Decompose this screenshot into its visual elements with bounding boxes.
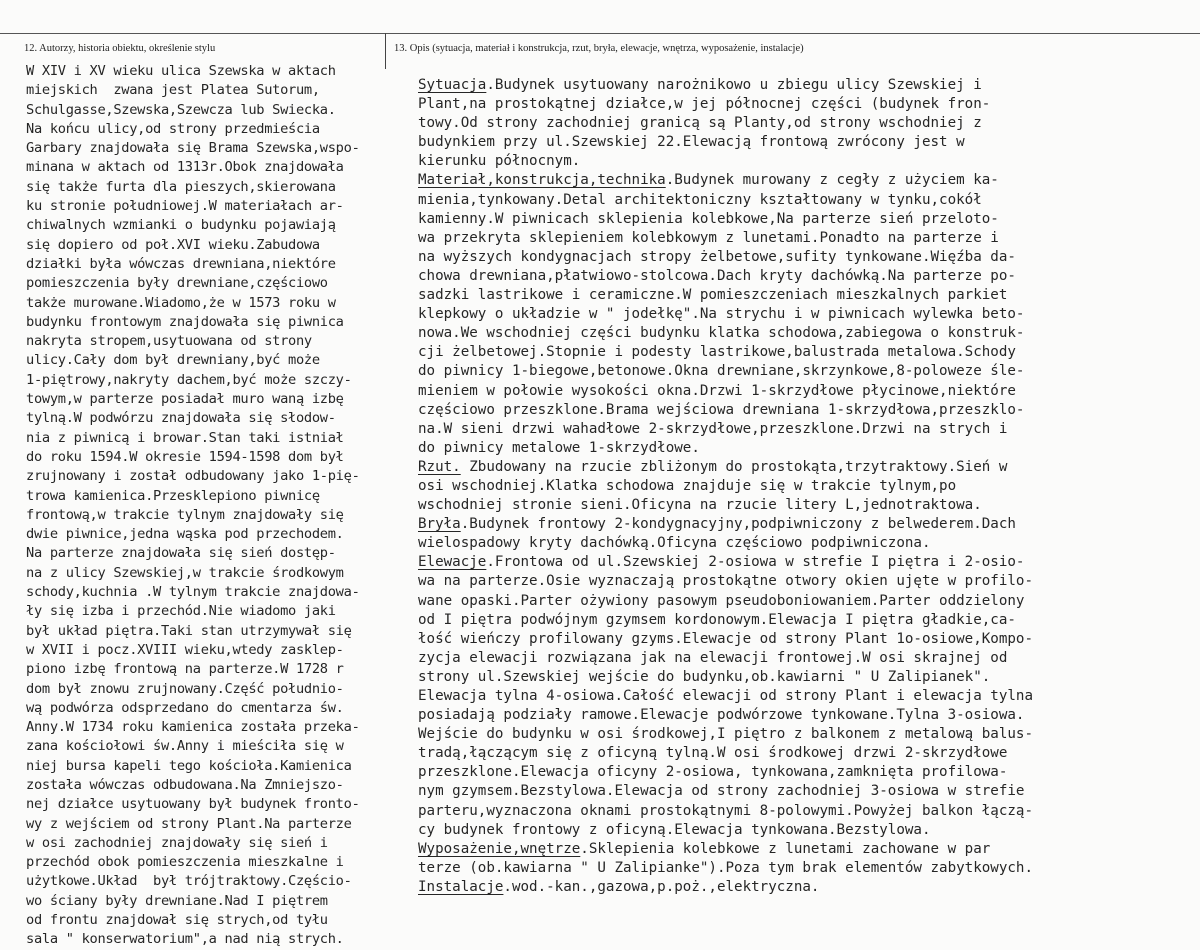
history-text-line: sala " konserwatorium",a nad nią strych.: [26, 931, 344, 948]
description-text-segment: .Budynek frontowy 2-kondygnacyjny,podpiwniczony z belwederem.Dach: [460, 516, 1016, 533]
description-text-line: [418, 706, 1158, 725]
history-text-line: schody,kuchnia .W tylnym trakcie znajdowa-: [26, 584, 360, 601]
history-text-line: tylną.W podwórzu znajdowała się słodow-: [26, 410, 336, 427]
description-text-segment: wa na parterze.Osie wyznaczają prostokątne otwory okien ujęte w profilo-: [418, 573, 1033, 590]
section-12-title: 12. Autorzy, historia obiektu, określenie stylu: [24, 43, 216, 54]
description-text-segment: wa przekryta sklepieniem kolebkowym z lunetami.Ponadto na parterze i: [418, 229, 999, 246]
description-text-line: [418, 362, 1158, 381]
description-text-segment: do piwnicy 1-biegowe,betonowe.Okna drewniane,skrzynkowe,8-poloweze śle-: [418, 363, 1025, 380]
description-text-line: [418, 687, 1158, 706]
description-text-line: [418, 668, 1158, 687]
description-text-line: [418, 534, 1158, 553]
description-text-line: [418, 611, 1158, 630]
description-text-segment: do piwnicy metalowe 1-skrzydłowe.: [418, 439, 700, 456]
history-text-line: zana kościołowi św.Anny i mieściła się w: [26, 738, 344, 755]
section-heading: Wyposażenie,wnętrze: [418, 840, 581, 857]
description-text-line: [418, 382, 1158, 401]
description-text-segment: klepkowy o układzie w " jodełkę".Na strychu i w piwnicach wylewka beto-: [418, 306, 1025, 323]
description-text-line: [418, 401, 1158, 420]
description-text-line: [418, 133, 1158, 152]
description-text-segment: zycja elewacji rozwiązana jak na elewacji frontowej.W osi skrajnej od: [418, 649, 1008, 666]
description-text-segment: wane opaski.Parter ożywiony pasowym pseudoboniowaniem.Parter oddzielony: [418, 592, 1025, 609]
history-text-line: nia z piwnicą i browar.Stan taki istniał: [26, 429, 344, 446]
section-heading: Instalacje: [418, 878, 504, 895]
description-text-segment: .wod.-kan.,gazowa,p.poż.,elektryczna.: [503, 878, 820, 895]
history-text-line: 1-piętrowy,nakryty dachem,być może szczy-: [26, 371, 352, 388]
description-text-line: [418, 305, 1158, 324]
description-text-segment: Wejście do budynku w osi środkowej,I piętro z balkonem z metalową balus-: [418, 726, 1033, 743]
description-text-line: [418, 840, 1158, 859]
history-text-line: nakryta stropem,usytuowana od strony: [26, 333, 312, 350]
description-text-segment: terze (ob.kawiarna " U Zalipianke").Poza tym brak elementów zabytkowych.: [418, 859, 1033, 876]
description-text-line: [418, 191, 1158, 210]
history-text-line: pomieszczenia były drewniane,częściowo: [26, 275, 328, 292]
description-text-segment: tradą,łączącym się z oficyną tylną.W osi środkowej drzwi 2-skrzydłowe: [418, 745, 1008, 762]
description-text-line: [418, 878, 1158, 897]
description-text-line: [418, 343, 1158, 362]
history-text-line: Anny.W 1734 roku kamienica została przeka-: [26, 719, 360, 736]
history-text-line: od frontu znajdował się strych,od tyłu: [26, 912, 328, 929]
history-text-line: Na końcu ulicy,od strony przedmieścia: [26, 120, 320, 137]
description-text-line: [418, 114, 1158, 133]
history-text-line: budynku frontowym znajdowała się piwnica: [26, 313, 344, 330]
history-text-line: niej bursa kapeli tego kościoła.Kamienica: [26, 757, 352, 774]
description-text-segment: kierunku północnym.: [418, 153, 581, 170]
history-text-line: użytkowe.Układ był trójtraktowy.Częścio-: [26, 873, 352, 890]
section-heading: Sytuacja: [418, 77, 487, 93]
description-text-segment: mienia,tynkowany.Detal architektoniczny kształtowany w tynku,cokół: [418, 191, 982, 208]
description-text-segment: nowa.We wschodniej części budynku klatka schodowa,zabiegowa o konstruk-: [418, 325, 1025, 342]
section-heading: Elewacje: [418, 554, 487, 571]
description-text-segment: wschodniej stronie sieni.Oficyna na rzucie litery L,jednotraktowa.: [418, 497, 982, 514]
description-text-line: [418, 210, 1158, 229]
description-text-segment: cji żelbetowej.Stopnie i podesty lastrikowe,balustrada metalowa.Schody: [418, 344, 1016, 361]
history-text-line: w osi zachodniej znajdowały się sień i: [26, 834, 328, 851]
history-text-line: została wówczas odbudowana.Na Zmniejszo-: [26, 776, 344, 793]
description-text-segment: łość wieńczy profilowany gzyms.Elewacje od strony Plant 1o-osiowe,Kompo-: [418, 630, 1033, 647]
section-heading: Bryła: [418, 516, 461, 533]
section-13-title: 13. Opis (sytuacja, materiał i konstrukcja, rzut, bryła, elewacje, wnętrza, wyposażenie, instalacje): [394, 43, 804, 54]
description-text-line: [418, 95, 1158, 114]
history-text-line: był układ piętra.Taki stan utrzymywał się: [26, 622, 352, 639]
history-text-line: W XIV i XV wieku ulica Szewska w aktach: [26, 63, 336, 79]
description-text-line: [418, 763, 1158, 782]
description-text-line: [418, 553, 1158, 572]
history-text-line: towym,w parterze posiadał muro waną izbę: [26, 391, 344, 408]
history-text-line: wo ściany były drewniane.Nad I piętrem: [26, 892, 328, 909]
description-text-line: [418, 248, 1158, 267]
description-text-segment: na.W sieni drzwi wahadłowe 2-skrzydłowe,przeszklone.Drzwi na strych i: [418, 420, 1008, 437]
history-text-line: się także furta dla pieszych,skierowana: [26, 178, 336, 195]
description-text-segment: mieniem w połowie wysokości okna.Drzwi 1-skrzydłowe płycinowe,niektóre: [418, 382, 1016, 399]
description-text-line: [418, 458, 1158, 477]
description-text-segment: .Budynek murowany z cegły z użyciem ka-: [665, 172, 999, 189]
description-text-line: [418, 859, 1158, 878]
description-text-line: [418, 439, 1158, 458]
description-text-line: [418, 420, 1158, 439]
history-text-line: chiwalnych wzmianki o budynku pojawiają: [26, 217, 336, 234]
description-text-segment: Elewacja tylna 4-osiowa.Całość elewacji od strony Plant i elewacja tylna: [418, 688, 1033, 704]
description-text-line: [418, 286, 1158, 305]
description-text-line: [418, 821, 1158, 840]
description-text-segment: chowa drewniana,płatwiowo-stolcowa.Dach kryty dachówką.Na parterze po-: [418, 267, 1016, 284]
description-text-segment: sadzki lastrikowe i ceramiczne.W pomieszczeniach mieszkalnych parkiet: [418, 287, 1008, 304]
history-text-line: minana w aktach od 1313r.Obok znajdowała: [26, 159, 344, 176]
description-text-segment: osi wschodniej.Klatka schodowa znajduje się w trakcie tylnym,po: [418, 477, 957, 494]
description-text-segment: .Sklepienia kolebkowe z lunetami zachowane w par: [580, 840, 991, 857]
history-text-line: trowa kamienica.Przesklepiono piwnicę: [26, 487, 320, 504]
history-text-line: na z ulicy Szewskiej,w trakcie środkowym: [26, 564, 344, 581]
description-text-line: [418, 744, 1158, 763]
description-text-segment: Zbudowany na rzucie zbliżonym do prostokąta,trzytraktowy.Sień w: [460, 458, 1008, 475]
history-text-line: ku stronie południowej.W materiałach ar-: [26, 198, 344, 215]
description-text-segment: .Frontowa od ul.Szewskiej 2-osiowa w strefie I piętra i 2-osio-: [486, 554, 1025, 571]
description-text-segment: na wyższych kondygnacjach stropy żelbetowe,sufity tynkowane.Więźba da-: [418, 248, 1016, 265]
description-text-segment: posiadają podziały ramowe.Elewacje podwórzowe tynkowane.Tylna 3-osiowa.: [418, 707, 1025, 724]
description-text-segment: budynkiem przy ul.Szewskiej 22.Elewacją frontową zwrócony jest w: [418, 134, 965, 151]
column-divider: [385, 33, 386, 69]
description-text-line: [418, 324, 1158, 343]
description-text-line: [418, 152, 1158, 171]
history-text-line: zrujnowany i został odbudowany jako 1-pię-: [26, 468, 360, 485]
history-text-line: ły się izba i przechód.Nie wiadomo jaki: [26, 603, 336, 620]
history-text-line: działki była wówczas drewniana,niektóre: [26, 255, 336, 272]
description-text-segment: Plant,na prostokątnej działce,w jej północnej części (budynek fron-: [418, 96, 991, 113]
history-text-line: frontową,w trakcie tylnym znajdowały się: [26, 506, 344, 523]
section-heading: Rzut.: [418, 458, 461, 475]
description-text-segment: strony ul.Szewskiej wejście do budynku,ob.kawiarni " U Zalipianek".: [418, 668, 991, 685]
history-text-line: w XVII i pocz.XVIII wieku,wtedy zasklep-: [26, 641, 344, 658]
description-text-segment: .Budynek usytuowany narożnikowo u zbiegu ulicy Szewskiej i: [486, 77, 982, 93]
history-text-line: Schulgasse,Szewska,Szewcza lub Swiecka.: [26, 101, 336, 118]
top-rule: [0, 33, 1200, 34]
history-text-line: piono izbę frontową na parterze.W 1728 r: [26, 661, 344, 678]
history-text-line: dwie piwnice,jedna wąska pod przechodem.: [26, 526, 344, 543]
description-text-segment: nym gzymsem.Bezstylowa.Elewacja od strony zachodniej 3-osiowa w strefie: [418, 783, 1025, 800]
description-text-line: [418, 171, 1158, 190]
history-text-line: Na parterze znajdowała się sień dostęp-: [26, 545, 336, 562]
section-heading: Materiał,konstrukcja,technika: [418, 172, 666, 189]
description-text-line: [418, 649, 1158, 668]
description-text-line: [418, 802, 1158, 821]
description-text-line: [418, 496, 1158, 515]
history-text-line: do roku 1594.W okresie 1594-1598 dom był: [26, 448, 344, 465]
history-text-line: wą podwórza odsprzedano do cmentarza św.: [26, 699, 344, 716]
description-text-line: [418, 477, 1158, 496]
history-text-line: miejskich zwana jest Platea Sutorum,: [26, 82, 320, 99]
description-text-segment: od I piętra podwójnym gzymsem kordonowym.Elewacja I piętra gładkie,ca-: [418, 611, 1016, 628]
description-text-line: [418, 515, 1158, 534]
history-text: [26, 62, 371, 950]
history-text-line: Garbary znajdowała się Brama Szewska,wspo-: [26, 140, 360, 157]
description-text-line: [418, 782, 1158, 801]
history-text-line: dom był znowu zrujnowany.Część południo-: [26, 680, 344, 697]
history-text-line: ulicy.Cały dom był drewniany,być może: [26, 352, 320, 369]
description-text-segment: cy budynek frontowy z oficyną.Elewacja tynkowana.Bezstylowa.: [418, 821, 931, 838]
description-text-line: [418, 630, 1158, 649]
history-text-line: przechód obok pomieszczenia mieszkalne i: [26, 854, 344, 871]
description-text-line: [418, 572, 1158, 591]
description-text-line: [418, 229, 1158, 248]
description-text-line: [418, 725, 1158, 744]
history-text-line: nej działce usytuowany był budynek fronto-: [26, 796, 360, 813]
description-text-segment: towy.Od strony zachodniej granicą są Planty,od strony wschodniej z: [418, 115, 982, 132]
description-text-line: [418, 76, 1158, 95]
description-text-segment: wielospadowy kryty dachówką.Oficyna częściowo podpiwniczona.: [418, 535, 931, 552]
description-text-segment: kamienny.W piwnicach sklepienia kolebkowe,Na parterze sień przeloto-: [418, 210, 999, 227]
description-text: [418, 76, 1158, 897]
description-text-segment: częściowo przeszklone.Brama wejściowa drewniana 1-skrzydłowa,przeszklo-: [418, 401, 1025, 418]
description-text-line: [418, 592, 1158, 611]
description-text-segment: przeszklone.Elewacja oficyny 2-osiowa, tynkowana,zamknięta profilowa-: [418, 764, 1008, 781]
history-text-line: wy z wejściem od strony Plant.Na parterze: [26, 815, 352, 832]
history-text-line: także murowane.Wiadomo,że w 1573 roku w: [26, 294, 336, 311]
history-text-line: się dopiero od poł.XVI wieku.Zabudowa: [26, 236, 320, 253]
description-text-segment: parteru,wyznaczona oknami prostokątnymi 8-polowymi.Powyżej balkon łączą-: [418, 802, 1033, 819]
description-text-line: [418, 267, 1158, 286]
